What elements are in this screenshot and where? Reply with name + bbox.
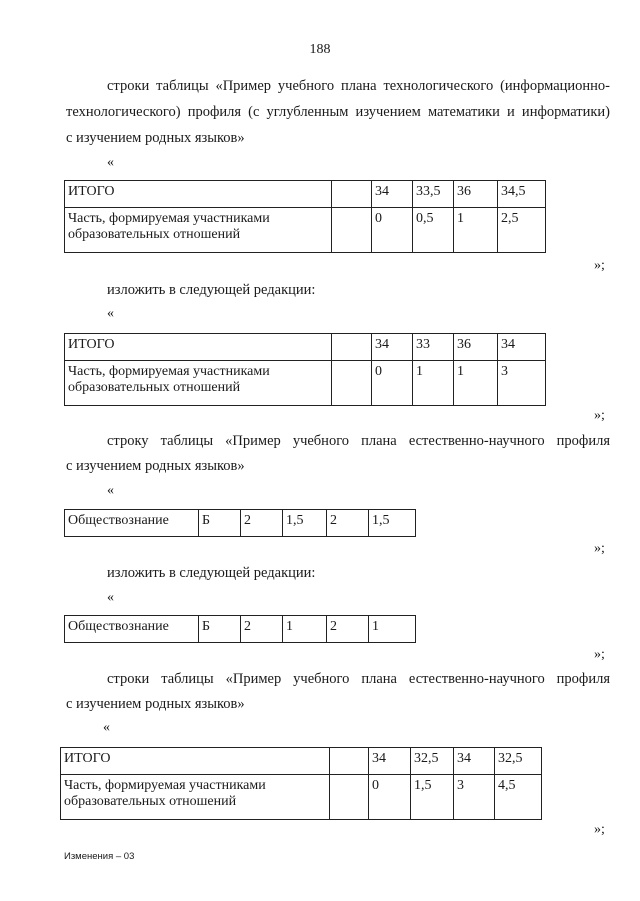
- table-row: [65, 208, 546, 253]
- table-cell: Б: [199, 510, 241, 537]
- table-row: [61, 775, 542, 820]
- table-cell: 2: [327, 510, 369, 537]
- table-cell: Часть, формируемая участниками образовательных отношений: [65, 361, 332, 406]
- paragraph-line: строку таблицы «Пример учебного плана естественно-научного профиля: [107, 433, 610, 449]
- paragraph-line: с изучением родных языков»: [66, 458, 245, 474]
- open-quote: «: [107, 306, 114, 321]
- table-cell: [332, 334, 372, 361]
- paragraph-line: с изучением родных языков»: [66, 130, 245, 146]
- table-cell: 33,5: [413, 181, 454, 208]
- table-row: [65, 616, 416, 643]
- open-quote: «: [107, 590, 114, 605]
- table-cell: 3: [454, 775, 495, 820]
- close-quote: »;: [594, 822, 605, 837]
- table-cell: 36: [454, 334, 498, 361]
- table-row: [65, 334, 546, 361]
- table-row: [65, 181, 546, 208]
- table-cell: 2: [241, 616, 283, 643]
- table-cell: 34: [498, 334, 546, 361]
- table-cell: 34: [369, 748, 411, 775]
- close-quote: »;: [594, 408, 605, 423]
- table-cell: 34: [372, 181, 413, 208]
- open-quote: «: [103, 720, 110, 735]
- table-cell: Часть, формируемая участниками образовательных отношений: [65, 208, 332, 253]
- table-row: [61, 748, 542, 775]
- table-row: [65, 510, 416, 537]
- table-cell: Обществознание: [65, 616, 199, 643]
- table-cell: [330, 775, 369, 820]
- footer-revision: Изменения – 03: [64, 851, 135, 862]
- table-cell: 1,5: [411, 775, 454, 820]
- table-cell: 1: [283, 616, 327, 643]
- paragraph-line: строки таблицы «Пример учебного плана технологического (информационно-: [107, 78, 610, 94]
- table-cell: 32,5: [411, 748, 454, 775]
- table-row: [65, 361, 546, 406]
- table-cell: Обществознание: [65, 510, 199, 537]
- page-number: 188: [309, 42, 331, 57]
- table-cell: [332, 208, 372, 253]
- table-cell: 0: [372, 208, 413, 253]
- open-quote: «: [107, 155, 114, 170]
- table-cell: [330, 748, 369, 775]
- table-cell: 4,5: [495, 775, 542, 820]
- table-cell: ИТОГО: [65, 334, 332, 361]
- paragraph-line: технологического) профиля (с углубленным изучением математики и информатики): [66, 104, 610, 120]
- table-obshchestvoznanie-old: [64, 509, 416, 537]
- paragraph-line: изложить в следующей редакции:: [107, 565, 316, 581]
- table-itogo-new: [64, 333, 546, 406]
- table-itogo-old: [64, 180, 546, 253]
- table-cell: 0,5: [413, 208, 454, 253]
- close-quote: »;: [594, 258, 605, 273]
- table-cell: 3: [498, 361, 546, 406]
- paragraph-line: изложить в следующей редакции:: [107, 282, 316, 298]
- table-cell: 2: [327, 616, 369, 643]
- table-cell: 1: [413, 361, 454, 406]
- table-cell: ИТОГО: [61, 748, 330, 775]
- table-cell: 32,5: [495, 748, 542, 775]
- close-quote: »;: [594, 647, 605, 662]
- table-cell: [332, 181, 372, 208]
- table-cell: 0: [369, 775, 411, 820]
- table-itogo-section3: [60, 747, 542, 820]
- table-cell: 34: [372, 334, 413, 361]
- table-cell: 36: [454, 181, 498, 208]
- table-cell: 2: [241, 510, 283, 537]
- table-obshchestvoznanie-new: [64, 615, 416, 643]
- table-cell: 1: [454, 208, 498, 253]
- table-cell: 1: [369, 616, 416, 643]
- table-cell: 1: [454, 361, 498, 406]
- table-cell: Часть, формируемая участниками образовательных отношений: [61, 775, 330, 820]
- open-quote: «: [107, 483, 114, 498]
- paragraph-line: строки таблицы «Пример учебного плана естественно-научного профиля: [107, 671, 610, 687]
- table-cell: 34: [454, 748, 495, 775]
- table-cell: 2,5: [498, 208, 546, 253]
- table-cell: 33: [413, 334, 454, 361]
- table-cell: 1,5: [283, 510, 327, 537]
- table-cell: Б: [199, 616, 241, 643]
- table-cell: ИТОГО: [65, 181, 332, 208]
- close-quote: »;: [594, 541, 605, 556]
- table-cell: 1,5: [369, 510, 416, 537]
- table-cell: [332, 361, 372, 406]
- table-cell: 0: [372, 361, 413, 406]
- table-cell: 34,5: [498, 181, 546, 208]
- paragraph-line: с изучением родных языков»: [66, 696, 245, 712]
